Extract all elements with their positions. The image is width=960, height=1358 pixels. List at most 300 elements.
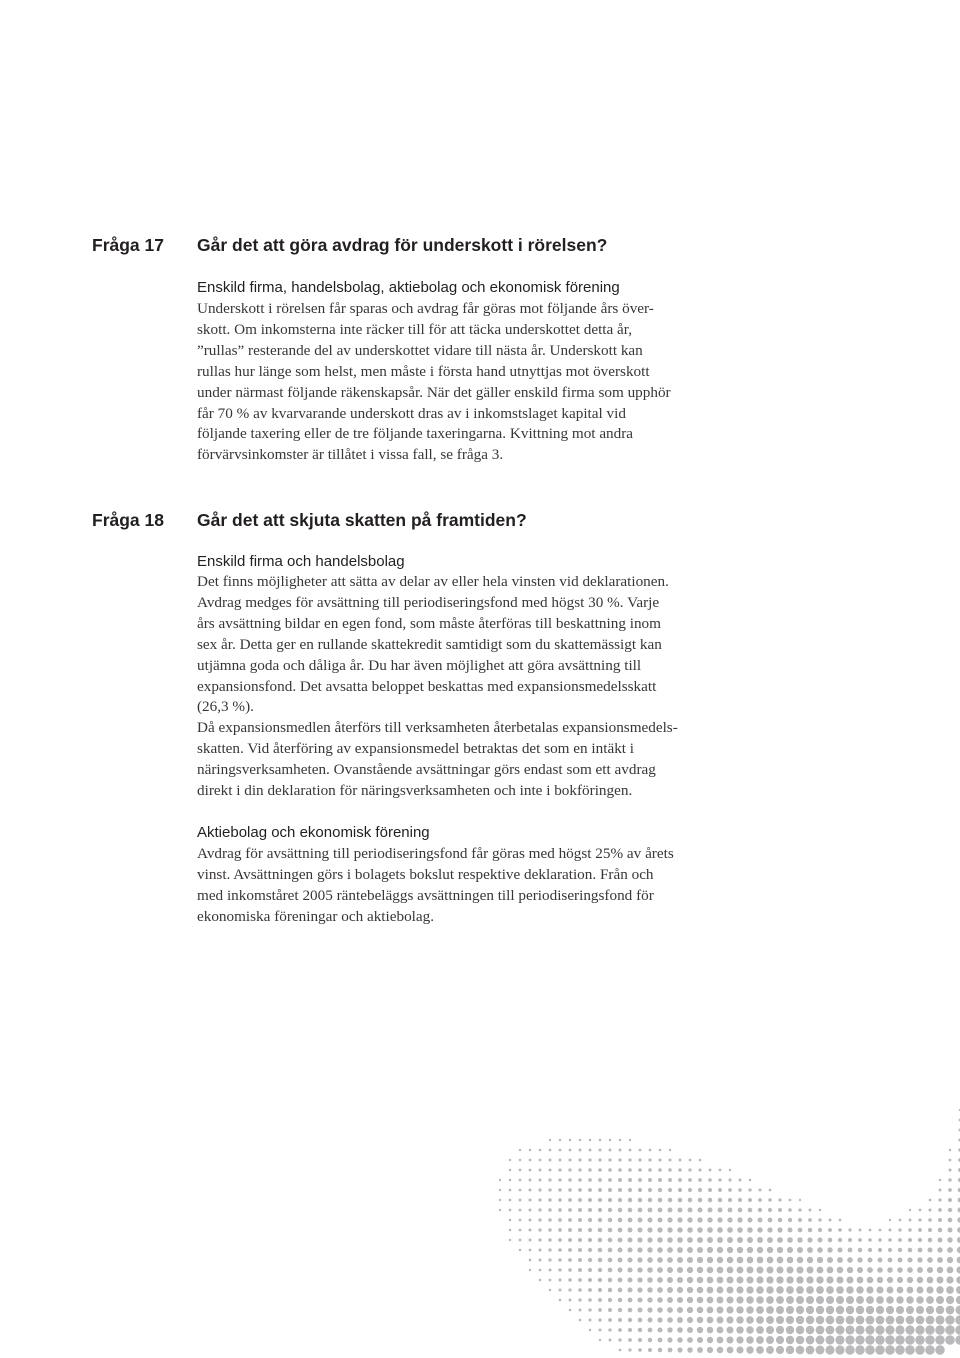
- halftone-dot: [916, 1306, 924, 1314]
- halftone-dot: [907, 1277, 913, 1283]
- halftone-dot: [637, 1297, 642, 1302]
- halftone-dot: [747, 1267, 754, 1274]
- halftone-dot: [836, 1326, 845, 1335]
- halftone-dot: [678, 1168, 681, 1171]
- halftone-dot: [836, 1306, 844, 1314]
- body-line: skott. Om inkomsterna inte räcker till för att täcka underskottet detta år,: [197, 320, 633, 338]
- halftone-dot: [945, 1315, 954, 1324]
- halftone-dot: [598, 1228, 602, 1232]
- halftone-dot: [648, 1188, 652, 1192]
- halftone-dot: [926, 1296, 934, 1304]
- halftone-dot: [698, 1208, 703, 1213]
- halftone-dot: [589, 1139, 592, 1142]
- halftone-dot: [737, 1237, 743, 1243]
- halftone-dot: [747, 1237, 753, 1243]
- body-line: direkt i din deklaration för näringsverksamheten och inte i bokföringen.: [197, 782, 633, 800]
- halftone-dot: [897, 1267, 903, 1273]
- halftone-dot: [598, 1268, 602, 1272]
- halftone-dot: [548, 1228, 551, 1231]
- halftone-dot: [855, 1325, 864, 1334]
- halftone-dot: [608, 1248, 613, 1253]
- halftone-dot: [927, 1257, 933, 1263]
- halftone-dot: [519, 1149, 521, 1151]
- halftone-dot: [925, 1325, 934, 1334]
- halftone-dot: [657, 1277, 663, 1283]
- halftone-dot: [717, 1247, 723, 1253]
- halftone-dot: [798, 1208, 801, 1211]
- halftone-dot: [647, 1247, 652, 1252]
- halftone-dot: [756, 1296, 764, 1304]
- halftone-dot: [796, 1286, 804, 1294]
- halftone-dot: [945, 1325, 955, 1335]
- halftone-dot: [549, 1139, 551, 1141]
- question-18-subheading-2: Aktiebolag och ekonomisk förening: [197, 824, 430, 841]
- halftone-dot: [608, 1218, 613, 1223]
- halftone-dot: [888, 1238, 892, 1242]
- halftone-dot: [618, 1198, 622, 1202]
- halftone-dot: [708, 1208, 713, 1213]
- halftone-dot: [747, 1227, 753, 1233]
- halftone-dot: [709, 1169, 712, 1172]
- halftone-dot: [618, 1178, 622, 1182]
- halftone-dot: [538, 1248, 541, 1251]
- body-line: vinst. Avsättningen görs i bolagets bokslut respektive deklaration. Från och: [197, 865, 654, 883]
- question-17-title: Går det att göra avdrag för underskott i rörelsen?: [197, 235, 608, 255]
- halftone-dot: [568, 1208, 572, 1212]
- halftone-dot: [717, 1237, 723, 1243]
- halftone-dot: [717, 1277, 724, 1284]
- halftone-dot: [747, 1247, 753, 1253]
- halftone-dot: [885, 1345, 895, 1355]
- halftone-dot: [579, 1319, 582, 1322]
- halftone-dot: [558, 1248, 562, 1252]
- halftone-dot: [757, 1237, 763, 1243]
- halftone-dot: [549, 1279, 552, 1282]
- halftone-dot: [707, 1347, 713, 1353]
- halftone-dot: [548, 1208, 551, 1211]
- halftone-dot: [667, 1287, 673, 1293]
- halftone-dot: [865, 1345, 875, 1355]
- halftone-dot: [707, 1257, 713, 1263]
- halftone-dot: [697, 1347, 703, 1353]
- halftone-dot: [519, 1229, 522, 1232]
- halftone-dot: [915, 1335, 925, 1345]
- halftone-dot: [677, 1277, 683, 1283]
- halftone-dot: [688, 1198, 693, 1203]
- halftone-dot: [796, 1326, 804, 1334]
- halftone-dot: [905, 1345, 915, 1355]
- halftone-dot: [766, 1316, 774, 1324]
- halftone-dot: [845, 1345, 854, 1354]
- halftone-dot: [806, 1336, 815, 1345]
- halftone-dot: [579, 1149, 582, 1152]
- halftone-dot: [707, 1317, 714, 1324]
- halftone-dot: [816, 1276, 823, 1283]
- halftone-dot: [628, 1178, 632, 1182]
- halftone-dot: [657, 1287, 663, 1293]
- halftone-dot: [707, 1307, 714, 1314]
- halftone-dot: [549, 1289, 552, 1292]
- halftone-dot: [698, 1168, 701, 1171]
- halftone-dot: [608, 1238, 613, 1243]
- halftone-dot: [698, 1198, 703, 1203]
- halftone-dot: [519, 1169, 522, 1172]
- halftone-dot: [786, 1326, 794, 1334]
- halftone-dot: [797, 1237, 802, 1242]
- halftone-dot: [727, 1217, 732, 1222]
- halftone-dot: [896, 1316, 905, 1325]
- halftone-dot: [657, 1237, 662, 1242]
- halftone-dot: [878, 1238, 882, 1242]
- halftone-dot: [796, 1276, 803, 1283]
- halftone-dot: [687, 1287, 693, 1293]
- halftone-dot: [588, 1258, 592, 1262]
- halftone-dot: [906, 1316, 915, 1325]
- halftone-dot: [786, 1306, 794, 1314]
- halftone-dot: [657, 1307, 663, 1313]
- halftone-dot: [589, 1329, 592, 1332]
- halftone-dot: [638, 1338, 642, 1342]
- halftone-dot: [857, 1267, 863, 1273]
- halftone-dot: [677, 1287, 683, 1293]
- halftone-dot: [766, 1276, 773, 1283]
- halftone-dot: [677, 1237, 683, 1243]
- halftone-dot: [885, 1325, 894, 1334]
- halftone-dot: [559, 1159, 562, 1162]
- halftone-dot: [638, 1348, 642, 1352]
- halftone-dot: [808, 1228, 812, 1232]
- halftone-dot: [796, 1346, 805, 1355]
- halftone-dot: [598, 1208, 602, 1212]
- halftone-dot: [548, 1248, 551, 1251]
- halftone-dot: [678, 1178, 682, 1182]
- halftone-dot: [598, 1298, 602, 1302]
- halftone-dot: [866, 1306, 874, 1314]
- halftone-dot: [856, 1296, 864, 1304]
- halftone-dot: [806, 1316, 814, 1324]
- halftone-dot: [756, 1286, 763, 1293]
- halftone-dot: [697, 1217, 702, 1222]
- halftone-dot: [509, 1189, 512, 1192]
- halftone-dot: [638, 1168, 642, 1172]
- halftone-dot: [926, 1306, 934, 1314]
- halftone-dot: [559, 1289, 562, 1292]
- halftone-dot: [608, 1208, 612, 1212]
- halftone-dot: [806, 1306, 814, 1314]
- halftone-dot: [687, 1237, 693, 1243]
- halftone-dot: [588, 1288, 592, 1292]
- halftone-dot: [657, 1327, 662, 1332]
- halftone-dot: [766, 1286, 774, 1294]
- halftone-dot: [657, 1247, 663, 1253]
- halftone-dot: [737, 1227, 743, 1233]
- body-line: sex år. Detta ger en rullande skattekredit samtidigt som du skattemässigt kan: [197, 635, 662, 653]
- halftone-dot: [819, 1209, 822, 1212]
- halftone-dot: [648, 1178, 652, 1182]
- halftone-dot: [747, 1217, 752, 1222]
- halftone-dot: [928, 1218, 932, 1222]
- halftone-dot: [726, 1326, 733, 1333]
- halftone-dot: [856, 1286, 863, 1293]
- halftone-dot: [928, 1208, 931, 1211]
- halftone-dot: [936, 1296, 944, 1304]
- halftone-dot: [877, 1277, 883, 1283]
- halftone-dot: [766, 1346, 774, 1354]
- halftone-dot: [918, 1248, 923, 1253]
- halftone-dot: [776, 1296, 784, 1304]
- halftone-dot: [816, 1346, 825, 1355]
- halftone-dot: [905, 1325, 914, 1334]
- halftone-dot: [528, 1218, 531, 1221]
- halftone-dot: [946, 1276, 953, 1283]
- halftone-dot: [867, 1277, 874, 1284]
- halftone-dot: [548, 1168, 551, 1171]
- halftone-dot: [707, 1267, 714, 1274]
- halftone-dot: [788, 1228, 793, 1233]
- halftone-dot: [728, 1178, 731, 1181]
- halftone-dot: [816, 1316, 825, 1325]
- halftone-dot: [717, 1327, 724, 1334]
- halftone-dot: [688, 1178, 692, 1182]
- halftone-dot: [618, 1168, 622, 1172]
- question-18-body-2: [197, 844, 757, 928]
- halftone-dot: [895, 1335, 905, 1345]
- halftone-dot: [697, 1277, 703, 1283]
- halftone-dot: [909, 1209, 911, 1211]
- halftone-dot: [927, 1247, 932, 1252]
- halftone-dot: [786, 1336, 794, 1344]
- halftone-dot: [786, 1276, 793, 1283]
- halftone-dot: [818, 1218, 821, 1221]
- body-line: näringsverksamheten. Ovanstående avsättningar görs endast som ett avdrag: [197, 761, 656, 779]
- halftone-dot: [866, 1296, 874, 1304]
- halftone-dot: [846, 1296, 854, 1304]
- halftone-dot: [945, 1335, 955, 1345]
- halftone-dot: [886, 1316, 895, 1325]
- halftone-dot: [578, 1278, 582, 1282]
- halftone-dot: [668, 1348, 673, 1353]
- halftone-dot: [687, 1297, 693, 1303]
- halftone-dot: [736, 1306, 743, 1313]
- halftone-dot: [748, 1208, 753, 1213]
- halftone-dot: [707, 1277, 714, 1284]
- halftone-dot: [845, 1325, 854, 1334]
- halftone-dot: [947, 1267, 954, 1274]
- halftone-dot: [499, 1209, 501, 1211]
- halftone-dot: [697, 1267, 703, 1273]
- halftone-dot: [909, 1219, 912, 1222]
- halftone-dot: [708, 1178, 712, 1182]
- halftone-dot: [578, 1238, 582, 1242]
- question-18-subheading-1: Enskild firma och handelsbolag: [197, 553, 405, 570]
- halftone-dot: [568, 1178, 571, 1181]
- halftone-dot: [598, 1178, 602, 1182]
- halftone-dot: [588, 1198, 592, 1202]
- halftone-dot: [599, 1149, 602, 1152]
- body-line: Avdrag för avsättning till periodiseringsfond får göras med högst 25% av årets: [197, 845, 674, 862]
- halftone-dot: [857, 1277, 864, 1284]
- halftone-dot: [736, 1296, 743, 1303]
- halftone-dot: [879, 1229, 882, 1232]
- halftone-dot: [948, 1178, 951, 1181]
- halftone-dot: [757, 1257, 764, 1264]
- halftone-dot: [667, 1267, 673, 1273]
- question-17-body: [197, 299, 757, 466]
- halftone-dot: [906, 1296, 913, 1303]
- halftone-dot: [678, 1198, 683, 1203]
- halftone-dot: [858, 1238, 862, 1242]
- halftone-dot: [896, 1306, 904, 1314]
- halftone-dot: [608, 1198, 612, 1202]
- halftone-dot: [956, 1296, 960, 1305]
- halftone-dot: [736, 1286, 743, 1293]
- halftone-dot: [608, 1298, 612, 1302]
- halftone-dot: [569, 1299, 572, 1302]
- halftone-dot: [807, 1257, 813, 1263]
- halftone-dot: [757, 1227, 762, 1232]
- halftone-dot: [677, 1247, 683, 1253]
- halftone-dot: [757, 1267, 764, 1274]
- halftone-dot: [939, 1189, 942, 1192]
- halftone-dot: [737, 1257, 744, 1264]
- halftone-dot: [768, 1218, 773, 1223]
- halftone-dot: [598, 1288, 602, 1292]
- halftone-dot: [637, 1267, 642, 1272]
- halftone-dot: [927, 1277, 934, 1284]
- halftone-dot: [648, 1198, 653, 1203]
- halftone-dot: [608, 1258, 613, 1263]
- halftone-dot: [667, 1247, 673, 1253]
- halftone-dot: [726, 1296, 733, 1303]
- halftone-dot: [539, 1159, 542, 1162]
- halftone-dot: [746, 1346, 753, 1353]
- halftone-dot: [528, 1208, 531, 1211]
- halftone-dot: [948, 1188, 952, 1192]
- halftone-dot: [519, 1179, 522, 1182]
- halftone-dot: [717, 1347, 724, 1354]
- halftone-dot: [876, 1286, 883, 1293]
- body-line: följande taxering eller de tre följande taxeringarna. Kvittning mot andra: [197, 425, 634, 443]
- halftone-dot: [638, 1188, 642, 1192]
- halftone-dot: [589, 1319, 592, 1322]
- halftone-dot: [835, 1345, 844, 1354]
- halftone-dot: [718, 1188, 722, 1192]
- halftone-dot: [708, 1198, 713, 1203]
- halftone-dot: [908, 1248, 913, 1253]
- halftone-dot: [767, 1227, 772, 1232]
- halftone-dot: [746, 1316, 754, 1324]
- halftone-dot: [948, 1208, 952, 1212]
- halftone-dot: [529, 1189, 532, 1192]
- halftone-dot: [766, 1336, 774, 1344]
- halftone-dot: [777, 1257, 784, 1264]
- halftone-dot: [509, 1229, 512, 1232]
- halftone-dot: [856, 1306, 864, 1314]
- halftone-dot: [737, 1217, 742, 1222]
- halftone-dot: [529, 1269, 531, 1271]
- halftone-dot: [778, 1218, 783, 1223]
- halftone-dot: [657, 1297, 663, 1303]
- halftone-dot: [588, 1168, 591, 1171]
- halftone-dot: [848, 1228, 851, 1231]
- halftone-dot: [768, 1198, 771, 1201]
- halftone-dot: [638, 1208, 643, 1213]
- halftone-dot: [816, 1326, 825, 1335]
- halftone-dot: [728, 1188, 732, 1192]
- halftone-dot: [756, 1326, 764, 1334]
- body-line: får 70 % av kvarvarande underskott dras av i inkomstslaget kapital vid: [197, 404, 626, 422]
- halftone-dot: [559, 1299, 562, 1302]
- halftone-dot: [509, 1169, 512, 1172]
- halftone-dot: [569, 1139, 572, 1142]
- halftone-dot: [797, 1247, 803, 1253]
- halftone-dot: [848, 1238, 852, 1242]
- halftone-dot: [539, 1279, 542, 1282]
- halftone-dot: [598, 1158, 601, 1161]
- halftone-dot: [736, 1336, 743, 1343]
- halftone-dot: [578, 1198, 582, 1202]
- halftone-dot: [758, 1208, 762, 1212]
- halftone-dot: [667, 1317, 673, 1323]
- halftone-dot: [539, 1269, 542, 1272]
- halftone-dot: [627, 1247, 632, 1252]
- halftone-dot: [837, 1257, 843, 1263]
- halftone-dot: [807, 1267, 814, 1274]
- halftone-dot: [826, 1296, 834, 1304]
- halftone-dot: [687, 1327, 693, 1333]
- halftone-dot: [827, 1267, 834, 1274]
- halftone-dot: [956, 1266, 960, 1273]
- halftone-dot: [889, 1219, 891, 1221]
- halftone-dot: [817, 1247, 823, 1253]
- halftone-dot: [717, 1297, 724, 1304]
- halftone-dot: [727, 1237, 733, 1243]
- halftone-dot: [846, 1306, 854, 1314]
- halftone-dot: [895, 1345, 905, 1355]
- halftone-dot: [578, 1188, 582, 1192]
- halftone-dot: [608, 1268, 613, 1273]
- halftone-dot: [538, 1208, 541, 1211]
- halftone-dot: [917, 1277, 923, 1283]
- halftone-dot: [799, 1199, 801, 1201]
- halftone-dot: [767, 1247, 773, 1253]
- halftone-dot: [718, 1198, 722, 1202]
- halftone-dot: [897, 1287, 904, 1294]
- halftone-dot: [915, 1345, 925, 1355]
- halftone-dot: [766, 1326, 774, 1334]
- halftone-dot: [767, 1257, 774, 1264]
- halftone-dot: [817, 1257, 823, 1263]
- halftone-dot: [648, 1218, 653, 1223]
- halftone-dot: [538, 1188, 541, 1191]
- halftone-dot: [848, 1248, 853, 1253]
- halftone-dot: [677, 1227, 682, 1232]
- halftone-dot: [578, 1178, 582, 1182]
- halftone-dot: [878, 1258, 883, 1263]
- halftone-dot: [619, 1149, 622, 1152]
- halftone-dot: [618, 1318, 622, 1322]
- halftone-dot: [917, 1257, 922, 1262]
- halftone-dot: [668, 1208, 673, 1213]
- halftone-dot: [677, 1297, 683, 1303]
- halftone-dot: [578, 1168, 581, 1171]
- body-line: ekonomiska föreningar och aktiebolag.: [197, 907, 435, 925]
- halftone-dot: [519, 1219, 522, 1222]
- halftone-dot: [588, 1268, 592, 1272]
- halftone-dot: [786, 1266, 793, 1273]
- halftone-dot: [548, 1218, 551, 1221]
- halftone-dot: [776, 1316, 784, 1324]
